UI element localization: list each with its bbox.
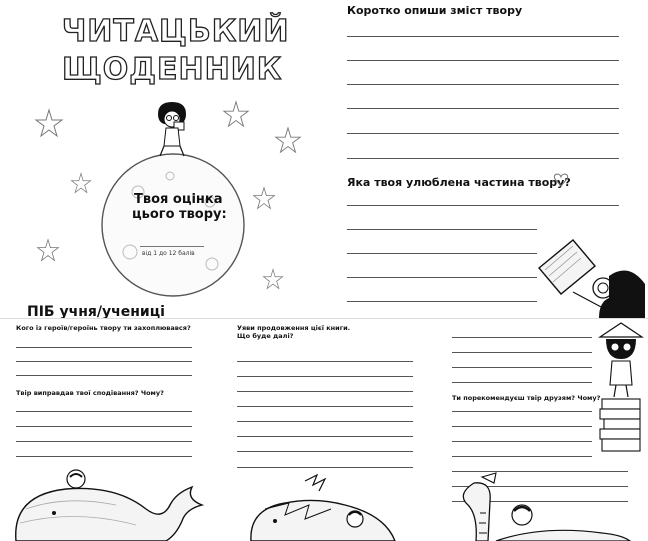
favorite-part-question: Яка твоя улюблена частина твору? bbox=[347, 176, 571, 189]
answer-line[interactable] bbox=[452, 352, 592, 353]
answer-line[interactable] bbox=[347, 84, 619, 85]
recommend-page bbox=[432, 319, 648, 541]
answer-line[interactable] bbox=[237, 421, 413, 422]
answer-line[interactable] bbox=[347, 229, 537, 230]
answer-line[interactable] bbox=[16, 361, 192, 362]
answer-line[interactable] bbox=[237, 376, 413, 377]
continuation-question-line2: Що буде далі? bbox=[237, 332, 294, 340]
reading-child-illustration bbox=[150, 100, 196, 160]
rating-label-line2: цього твору: bbox=[132, 207, 227, 222]
rating-scale-hint: від 1 до 12 балів bbox=[142, 250, 195, 257]
student-name-label: ПІБ учня/учениці bbox=[27, 304, 165, 318]
planet-illustration bbox=[100, 152, 246, 298]
answer-line[interactable] bbox=[237, 451, 413, 452]
rating-label-line1: Твоя оцінка bbox=[134, 192, 223, 207]
answer-line[interactable] bbox=[16, 375, 192, 376]
answer-line[interactable] bbox=[452, 456, 592, 457]
answer-line[interactable] bbox=[347, 301, 537, 302]
answer-line[interactable] bbox=[16, 347, 192, 348]
answer-line[interactable] bbox=[347, 205, 619, 206]
summary-page bbox=[337, 0, 648, 318]
answer-line[interactable] bbox=[452, 367, 592, 368]
star-icon bbox=[252, 186, 276, 210]
heart-icon bbox=[553, 172, 569, 188]
answer-line[interactable] bbox=[452, 411, 592, 412]
cover-panel bbox=[0, 0, 336, 318]
expectations-question: Твір виправдав твої сподівання? Чому? bbox=[16, 389, 164, 397]
answer-line[interactable] bbox=[347, 133, 619, 134]
star-icon bbox=[222, 100, 250, 128]
cover-title-line2: ЩОДЕННИК bbox=[62, 52, 283, 87]
star-icon bbox=[34, 108, 64, 138]
answer-line[interactable] bbox=[237, 406, 413, 407]
star-icon bbox=[70, 172, 92, 194]
summary-question: Коротко опиши зміст твору bbox=[347, 4, 523, 17]
rating-answer-line[interactable] bbox=[140, 246, 204, 247]
answer-line[interactable] bbox=[452, 441, 592, 442]
answer-line[interactable] bbox=[347, 277, 537, 278]
sea-creature-illustration bbox=[452, 473, 632, 541]
dragon-illustration bbox=[245, 475, 405, 541]
answer-line[interactable] bbox=[237, 436, 413, 437]
continuation-page bbox=[215, 319, 431, 541]
boy-with-book-illustration bbox=[533, 232, 648, 318]
answer-line[interactable] bbox=[452, 382, 592, 383]
hero-page bbox=[0, 319, 214, 541]
answer-line[interactable] bbox=[347, 60, 619, 61]
answer-line[interactable] bbox=[16, 411, 192, 412]
answer-line[interactable] bbox=[347, 158, 619, 159]
cover-title-line1: ЧИТАЦЬКИЙ bbox=[62, 14, 290, 49]
answer-line[interactable] bbox=[452, 471, 628, 472]
recommend-question: Ти порекомендуєш твір друзям? Чому? bbox=[452, 394, 601, 402]
star-icon bbox=[262, 268, 284, 290]
answer-line[interactable] bbox=[237, 391, 413, 392]
star-icon bbox=[274, 126, 302, 154]
star-icon bbox=[36, 238, 60, 262]
answer-line[interactable] bbox=[16, 441, 192, 442]
answer-line[interactable] bbox=[237, 467, 413, 468]
girl-on-books-illustration bbox=[596, 321, 646, 471]
answer-line[interactable] bbox=[347, 108, 619, 109]
whale-illustration bbox=[6, 465, 212, 541]
answer-line[interactable] bbox=[16, 426, 192, 427]
continuation-question-line1: Уяви продовження цієї книги. bbox=[237, 324, 351, 332]
answer-line[interactable] bbox=[237, 361, 413, 362]
answer-line[interactable] bbox=[452, 426, 592, 427]
answer-line[interactable] bbox=[452, 337, 592, 338]
answer-line[interactable] bbox=[16, 456, 192, 457]
hero-question: Кого із героїв/героїнь твору ти захоплювався? bbox=[16, 324, 191, 332]
answer-line[interactable] bbox=[347, 253, 537, 254]
answer-line[interactable] bbox=[347, 36, 619, 37]
